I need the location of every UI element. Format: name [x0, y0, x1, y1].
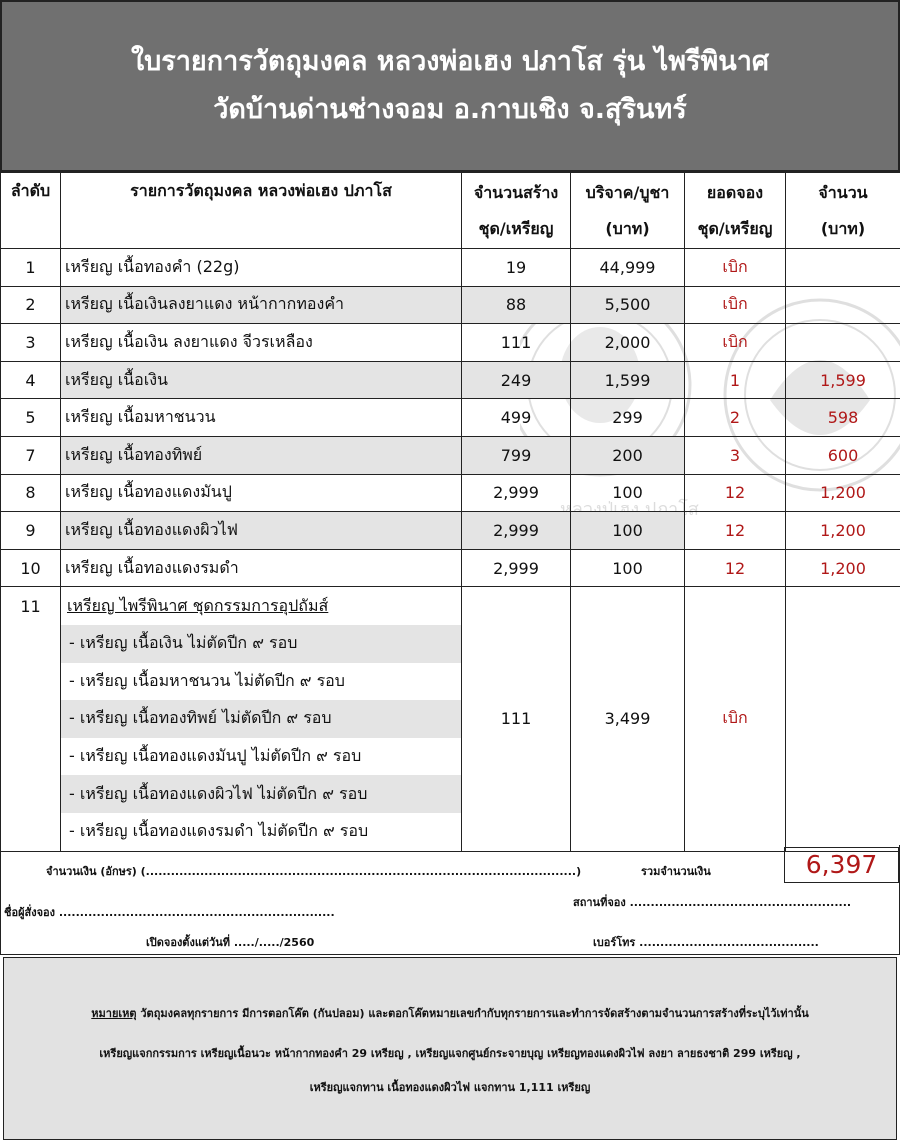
item-reserved: 1 — [685, 361, 786, 399]
item-amount — [786, 249, 900, 287]
svg-text:หลวงปู่เฮง ปภาโส: หลวงปู่เฮง ปภาโส — [560, 499, 699, 520]
row-number: 11 — [1, 587, 61, 851]
header-title-line2: วัดบ้านด่านช่างจอม อ.กาบเชิง จ.สุรินทร์ — [213, 94, 687, 125]
set-item: - เหรียญ เนื้อเงิน ไม่ตัดปีก ๙ รอบ — [61, 625, 461, 663]
item-amount: 1,200 — [786, 512, 900, 550]
row-number: 8 — [1, 474, 61, 512]
col-header-no: ลำดับ — [1, 173, 61, 249]
table-row — [1, 549, 900, 587]
set-item: - เหรียญ เนื้อทองแดงรมดำ ไม่ตัดปีก ๙ รอบ — [69, 821, 369, 841]
set-item: - เหรียญ เนื้อมหาชนวน ไม่ตัดปีก ๙ รอบ — [69, 670, 345, 690]
col-header-amount: จำนวน (บาท) — [786, 173, 900, 249]
item-quantity: 88 — [462, 286, 571, 324]
table-row — [1, 436, 900, 474]
set-price: 3,499 — [571, 587, 685, 851]
item-quantity: 499 — [462, 399, 571, 437]
table-row — [1, 249, 900, 287]
row-number: 7 — [1, 436, 61, 474]
item-price: 100 — [571, 474, 685, 512]
item-name: เหรียญ เนื้อทองแดงมันปู — [61, 474, 462, 512]
col-header-name: รายการวัตถุมงคล หลวงพ่อเฮง ปภาโส — [61, 173, 462, 249]
set-item: - เหรียญ เนื้อทองแดงผิวไฟ ไม่ตัดปีก ๙ รอบ — [61, 775, 461, 813]
item-reserved: เบิก — [685, 249, 786, 287]
table-row — [1, 474, 900, 512]
remarks-box — [3, 957, 897, 1140]
item-reserved: 3 — [685, 436, 786, 474]
item-amount: 1,200 — [786, 474, 900, 512]
phone-field[interactable]: เบอร์โทร ........................................... — [593, 936, 819, 949]
table-row-set — [1, 587, 900, 851]
item-reserved: 12 — [685, 512, 786, 550]
item-name: เหรียญ เนื้อทองแดงผิวไฟ — [61, 512, 462, 550]
item-quantity: 19 — [462, 249, 571, 287]
item-quantity: 2,999 — [462, 549, 571, 587]
col-header-price: บริจาค/บูชา (บาท) — [571, 173, 685, 249]
item-price: 100 — [571, 549, 685, 587]
item-reserved: 12 — [685, 549, 786, 587]
item-name: เหรียญ เนื้อทองทิพย์ — [61, 436, 462, 474]
item-table — [0, 172, 900, 852]
col-header-qty: จำนวนสร้าง ชุด/เหรียญ — [462, 173, 571, 249]
item-amount: 1,599 — [786, 361, 900, 399]
item-name: เหรียญ เนื้อเงิน — [61, 361, 462, 399]
set-amount — [786, 587, 900, 851]
item-price: 1,599 — [571, 361, 685, 399]
row-number: 10 — [1, 549, 61, 587]
table-row — [1, 324, 900, 362]
remarks-line2: เหรียญแจกกรรมการ เหรียญเนื้อนวะ หน้ากากทองคำ 29 เหรียญ , เหรียญแจกศูนย์กระจายบุญ เหรียญทองแดงผิวไฟ ลงยา ลายธงชาติ 299 เหรียญ , — [99, 1047, 801, 1060]
col-header-reserve: ยอดจอง ชุด/เหรียญ — [685, 173, 786, 249]
item-quantity: 111 — [462, 324, 571, 362]
item-name: เหรียญ เนื้อทองคำ (22g) — [61, 249, 462, 287]
item-name: เหรียญ เนื้อทองแดงรมดำ — [61, 549, 462, 587]
item-price: 2,000 — [571, 324, 685, 362]
item-name: เหรียญ เนื้อเงินลงยาแดง หน้ากากทองคำ — [61, 286, 462, 324]
item-reserved: 12 — [685, 474, 786, 512]
row-number: 2 — [1, 286, 61, 324]
set-reserved: เบิก — [685, 587, 786, 851]
remarks-label: หมายเหตุ — [91, 1007, 137, 1020]
table-row — [1, 286, 900, 324]
item-quantity: 249 — [462, 361, 571, 399]
remarks-line1: วัตถุมงคลทุกรายการ มีการตอกโค๊ต (กันปลอม) และตอกโค๊ตหมายเลขกำกับทุกรายการและทำการจัดสร้างตามจำนวนการสร้างที่ระบุไว้เท่านั้น — [136, 1007, 809, 1020]
item-amount — [786, 286, 900, 324]
row-number: 4 — [1, 361, 61, 399]
set-item: - เหรียญ เนื้อทองทิพย์ ไม่ตัดปีก ๙ รอบ — [61, 700, 461, 738]
item-price: 200 — [571, 436, 685, 474]
item-price: 100 — [571, 512, 685, 550]
item-reserved: 2 — [685, 399, 786, 437]
item-quantity: 799 — [462, 436, 571, 474]
item-amount: 600 — [786, 436, 900, 474]
item-amount: 598 — [786, 399, 900, 437]
item-quantity: 2,999 — [462, 474, 571, 512]
item-amount — [786, 324, 900, 362]
table-row — [1, 361, 900, 399]
total-label: รวมจำนวนเงิน — [641, 865, 711, 878]
row-number: 9 — [1, 512, 61, 550]
item-name: เหรียญ เนื้อมหาชนวน — [61, 399, 462, 437]
header-title-line1: ใบรายการวัตถุมงคล หลวงพ่อเฮง ปภาโส รุ่น ไพรีพินาศ — [130, 46, 770, 77]
row-number: 5 — [1, 399, 61, 437]
item-quantity: 2,999 — [462, 512, 571, 550]
open-date-label: เปิดจองตั้งแต่วันที่ ...../...../2560 — [146, 936, 315, 949]
set-title: เหรียญ ไพรีพินาศ ชุดกรรมการอุปถัมส์ — [67, 595, 329, 615]
item-price: 299 — [571, 399, 685, 437]
row-number: 1 — [1, 249, 61, 287]
order-form — [0, 845, 900, 955]
table-row — [1, 512, 900, 550]
row-number: 3 — [1, 324, 61, 362]
item-price: 44,999 — [571, 249, 685, 287]
set-items-cell — [61, 587, 462, 851]
order-place-field[interactable]: สถานที่จอง ..................................................... — [573, 896, 852, 909]
set-quantity: 111 — [462, 587, 571, 851]
orderer-name-field[interactable]: ชื่อผู้สั่งจอง .................................................................. — [4, 906, 335, 919]
item-reserved: เบิก — [685, 286, 786, 324]
amount-words-field[interactable]: จำนวนเงิน (อักษร) (.......................................................................................................) — [46, 865, 582, 878]
set-item: - เหรียญ เนื้อทองแดงมันปู ไม่ตัดปีก ๙ รอบ — [69, 746, 362, 766]
total-value: 6,397 — [784, 847, 899, 883]
table-row — [1, 399, 900, 437]
document-header — [0, 0, 900, 172]
item-amount: 1,200 — [786, 549, 900, 587]
item-reserved: เบิก — [685, 324, 786, 362]
item-name: เหรียญ เนื้อเงิน ลงยาแดง จีวรเหลือง — [61, 324, 462, 362]
remarks-line3: เหรียญแจกทาน เนื้อทองแดงผิวไฟ แจกทาน 1,111 เหรียญ — [309, 1081, 591, 1094]
item-price: 5,500 — [571, 286, 685, 324]
